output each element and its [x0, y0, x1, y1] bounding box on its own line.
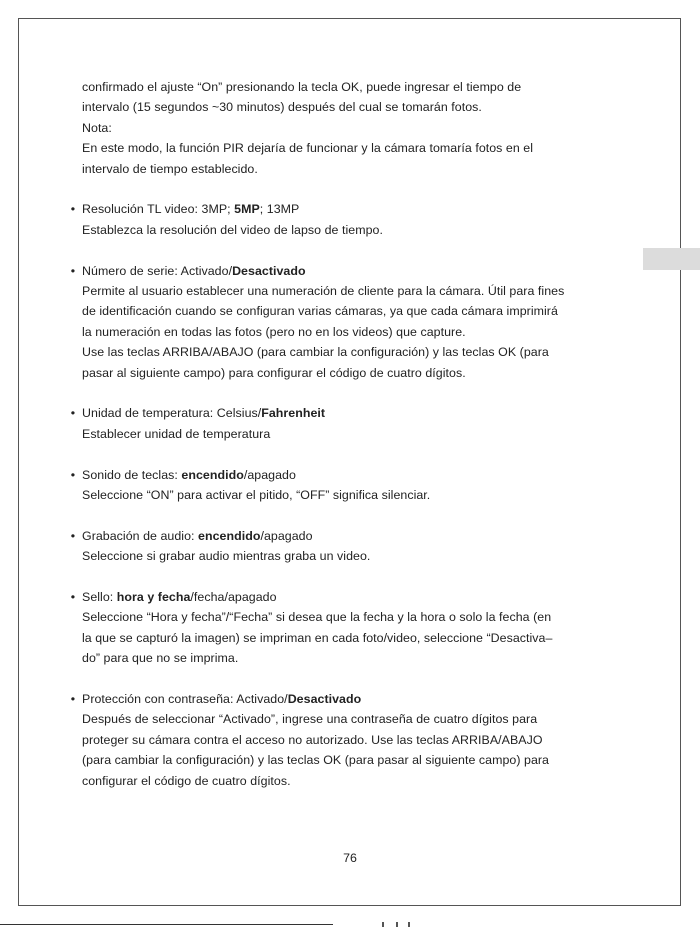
setting-default-value: hora y fecha — [116, 590, 191, 605]
setting-label: Unidad de temperatura: Celsius/ — [82, 406, 262, 421]
bullet-icon: • — [70, 406, 76, 421]
setting-default-value: encendido — [198, 528, 261, 543]
note-line: En este modo, la función PIR dejaría de funcionar y la cámara tomaría fotos en el — [82, 141, 534, 156]
bullet-icon: • — [70, 263, 76, 278]
setting-description: Establecer unidad de temperatura — [82, 426, 271, 441]
setting-default-value: Fahrenheit — [261, 406, 326, 421]
setting-description: Seleccione “ON” para activar el pitido, “OFF” significa silenciar. — [82, 488, 431, 503]
setting-options: /apagado — [243, 467, 296, 482]
setting-description: de identificación cuando se configuran varias cámaras, ya que cada cámara imprimirá — [82, 304, 558, 319]
note-line: intervalo de tiempo establecido. — [82, 161, 258, 176]
setting-item — [70, 465, 622, 506]
page-content — [70, 77, 622, 812]
setting-heading — [70, 526, 622, 546]
setting-heading — [70, 689, 622, 709]
intro-line: intervalo (15 segundos ~30 minutos) después del cual se tomarán fotos. — [82, 100, 482, 115]
page-number: 76 — [343, 851, 357, 865]
bullet-icon: • — [70, 590, 76, 605]
setting-default-value: 5MP — [234, 202, 260, 217]
setting-description: pasar al siguiente campo) para configurar el código de cuatro dígitos. — [82, 365, 466, 380]
note-label: Nota: — [82, 120, 112, 135]
bullet-icon: • — [70, 202, 76, 217]
setting-default-value: Desactivado — [232, 263, 306, 278]
setting-label: Protección con contraseña: Activado/ — [82, 692, 288, 707]
intro-paragraph — [82, 77, 622, 179]
setting-description: Permite al usuario establecer una numeración de cliente para la cámara. Útil para fines — [82, 284, 565, 299]
bullet-icon: • — [70, 528, 76, 543]
crop-marks — [382, 922, 412, 927]
setting-label: Resolución TL video: 3MP; — [82, 202, 235, 217]
setting-options: /fecha/apagado — [190, 590, 277, 605]
setting-heading — [70, 403, 622, 423]
section-tab — [643, 248, 700, 270]
setting-heading — [70, 261, 622, 281]
setting-description: proteger su cámara contra el acceso no autorizado. Use las teclas ARRIBA/ABAJO — [82, 732, 543, 747]
setting-options: ; 13MP — [259, 202, 300, 217]
setting-label: Grabación de audio: — [82, 528, 199, 543]
setting-options: /apagado — [260, 528, 313, 543]
setting-item — [70, 199, 622, 240]
setting-description: Establezca la resolución del video de lapso de tiempo. — [82, 222, 383, 237]
setting-item — [70, 261, 622, 383]
bullet-icon: • — [70, 467, 76, 482]
setting-label: Sello: — [82, 590, 117, 605]
setting-item — [70, 526, 622, 567]
setting-heading — [70, 587, 622, 607]
setting-default-value: encendido — [181, 467, 244, 482]
setting-description: Después de seleccionar “Activado”, ingrese una contraseña de cuatro dígitos para — [82, 712, 538, 727]
setting-description: la numeración en todas las fotos (pero no en los videos) que capture. — [82, 324, 466, 339]
setting-item — [70, 403, 622, 444]
setting-description: do” para que no se imprima. — [82, 651, 239, 666]
setting-label: Número de serie: Activado/ — [82, 263, 233, 278]
setting-item — [70, 689, 622, 791]
setting-description: Use las teclas ARRIBA/ABAJO (para cambiar la configuración) y las teclas OK (para — [82, 345, 549, 360]
settings-list — [70, 199, 622, 791]
setting-description: configurar el código de cuatro dígitos. — [82, 773, 291, 788]
setting-description: Seleccione si grabar audio mientras graba un video. — [82, 549, 371, 564]
setting-heading — [70, 199, 622, 219]
bottom-rule — [0, 924, 333, 925]
setting-description: (para cambiar la configuración) y las teclas OK (para pasar al siguiente campo) para — [82, 753, 550, 768]
setting-description: Seleccione “Hora y fecha”/“Fecha” si desea que la fecha y la hora o solo la fecha (en — [82, 610, 552, 625]
intro-line: confirmado el ajuste “On” presionando la tecla OK, puede ingresar el tiempo de — [82, 80, 522, 94]
setting-item — [70, 587, 622, 669]
setting-description: la que se capturó la imagen) se impriman en cada foto/video, seleccione “Desactiva– — [82, 630, 553, 645]
setting-label: Sonido de teclas: — [82, 467, 182, 482]
bullet-icon: • — [70, 692, 76, 707]
setting-heading — [70, 465, 622, 485]
setting-default-value: Desactivado — [287, 692, 362, 707]
